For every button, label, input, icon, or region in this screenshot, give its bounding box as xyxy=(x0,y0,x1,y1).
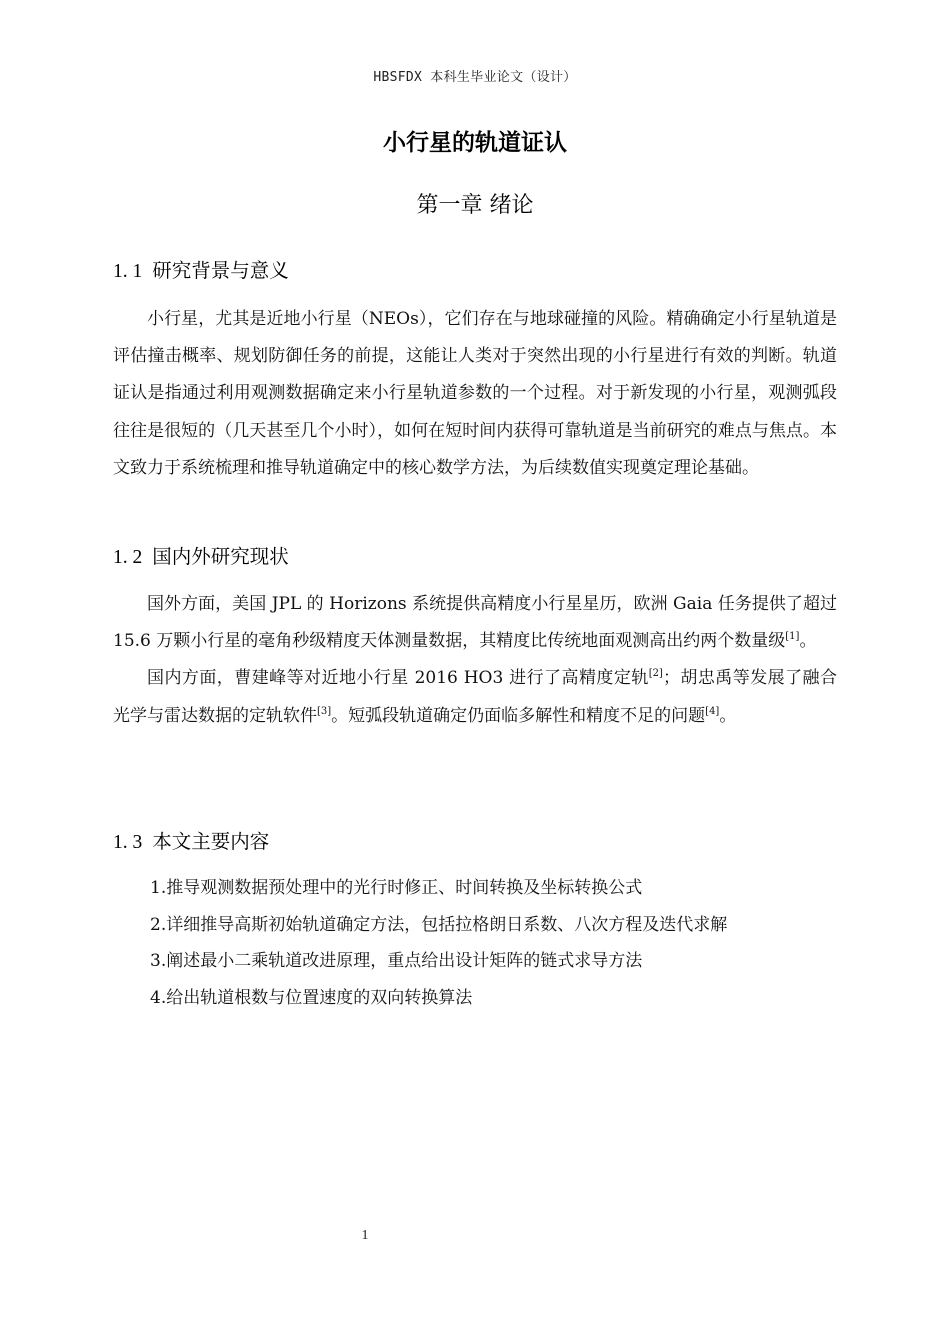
document-title: 小行星的轨道证认 xyxy=(383,130,567,156)
page-number: 1 xyxy=(361,1228,369,1243)
citation: [2] xyxy=(648,668,663,680)
paragraph xyxy=(113,586,837,660)
paragraph: 小行星，尤其是近地小行星（NEOs），它们存在与地球碰撞的风险。精确确定小行星轨道是评估撞击概率、规划防御任务的前提，这能让人类对于突然出现的小行星进行有效的判断。轨道证认是指通过利用观测数据确定来小行星轨道参数的一个过程。对于新发现的小行星，观测弧段往往是很短的（几天甚至几个小时），如何在短时间内获得可靠轨道是当前研究的难点与焦点。本文致力于系统梳理和推导轨道确定中的核心数学方法，为后续数值实现奠定理论基础。 xyxy=(113,309,837,478)
paragraph-text: ；胡忠禹等发展了融合光学与雷达数据的定轨软件 xyxy=(113,668,837,726)
section-number: 1. 1 xyxy=(113,261,143,282)
section-heading-1-1 xyxy=(113,255,289,283)
chapter-heading: 第一章 绪论 xyxy=(416,193,534,218)
list-item: 1.推导观测数据预处理中的光行时修正、时间转换及坐标转换公式 xyxy=(150,878,643,898)
section-heading-1-2 xyxy=(113,541,289,569)
section-title: 本文主要内容 xyxy=(152,830,270,853)
section-title: 国内外研究现状 xyxy=(152,545,289,568)
paragraph xyxy=(113,660,837,734)
paragraph-end: 。 xyxy=(719,705,737,726)
paragraph-end: 。 xyxy=(799,631,817,652)
paragraph-text: 国外方面，美国 JPL 的 Horizons 系统提供高精度小行星星历，欧洲 Gaia 任务提供了超过 15.6 万颗小行星的毫角秒级精度天体测量数据，其精度比传统地面观测高出约两个数量级 xyxy=(113,594,837,652)
list-item: 4.给出轨道根数与位置速度的双向转换算法 xyxy=(150,987,473,1008)
citation: [3] xyxy=(317,705,332,717)
list-item: 2.详细推导高斯初始轨道确定方法，包括拉格朗日系数、八次方程及迭代求解 xyxy=(150,914,728,935)
running-header: HBSFDX 本科生毕业论文（设计） xyxy=(373,70,577,85)
section-heading-1-3 xyxy=(113,826,269,854)
section-title: 研究背景与意义 xyxy=(152,259,289,282)
paragraph-text: 国内方面，曹建峰等对近地小行星 2016 HO3 进行了高精度定轨 xyxy=(147,668,649,689)
section-body-1-2 xyxy=(113,586,837,735)
section-number: 1. 2 xyxy=(113,547,143,568)
list-item: 3.阐述最小二乘轨道改进原理，重点给出设计矩阵的链式求导方法 xyxy=(150,951,643,971)
section-number: 1. 3 xyxy=(113,832,143,853)
section-body-1-1 xyxy=(113,301,837,487)
paragraph-text: 。短弧段轨道确定仍面临多解性和精度不足的问题 xyxy=(331,705,706,726)
citation: [4] xyxy=(705,705,720,717)
citation: [1] xyxy=(785,631,800,643)
content-list xyxy=(150,870,727,1016)
